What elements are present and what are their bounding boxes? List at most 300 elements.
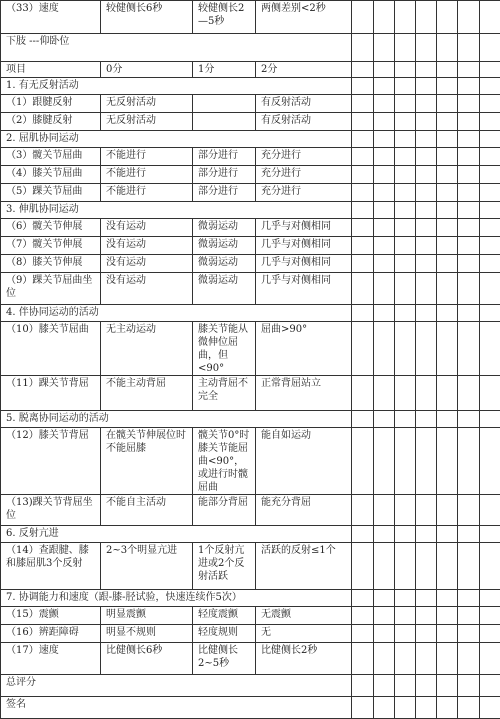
score-blank-cell[interactable]: [374, 305, 395, 322]
score-blank-cell[interactable]: [374, 255, 395, 273]
score-blank-cell[interactable]: [374, 376, 395, 411]
score-blank-cell[interactable]: [352, 148, 374, 166]
score-blank-cell[interactable]: [480, 202, 500, 219]
score-1-cell: 微弱运动: [193, 219, 256, 237]
score-blank-cell[interactable]: [480, 113, 500, 131]
score-2-cell: 活跃的反射≤1个: [256, 543, 352, 590]
score-blank-cell[interactable]: [416, 184, 437, 202]
score-blank-cell[interactable]: [458, 322, 480, 376]
score-0-cell: 不能进行: [101, 166, 193, 184]
score-blank-cell[interactable]: [416, 237, 437, 255]
score-2-cell: 比健侧长2秒: [256, 643, 352, 675]
score-blank-cell[interactable]: [437, 202, 458, 219]
score-blank-cell[interactable]: [416, 495, 437, 526]
score-blank-cell[interactable]: [395, 590, 416, 607]
score-blank-cell[interactable]: [352, 113, 374, 131]
score-blank-cell[interactable]: [480, 590, 500, 607]
group-title: 5. 脱离协同运动的活动: [1, 411, 352, 428]
score-blank-cell[interactable]: [374, 322, 395, 376]
score-2-cell: 充分进行: [256, 166, 352, 184]
score-blank-cell[interactable]: [458, 625, 480, 643]
item-cell: （11）踝关节背屈: [1, 376, 101, 411]
score-blank-cell[interactable]: [374, 166, 395, 184]
score-0-cell: 较健侧长6秒: [101, 1, 193, 34]
item-cell: （13)踝关节背屈坐位: [1, 495, 101, 526]
score-0-cell: 0分: [101, 62, 193, 78]
score-blank-cell[interactable]: [480, 526, 500, 543]
score-blank-cell[interactable]: [395, 131, 416, 148]
item-cell: （9）踝关节屈曲坐位: [1, 273, 101, 305]
score-blank-cell[interactable]: [458, 543, 480, 590]
score-blank-cell[interactable]: [480, 607, 500, 625]
score-blank-cell[interactable]: [416, 166, 437, 184]
score-blank-cell[interactable]: [352, 305, 374, 322]
score-blank-cell[interactable]: [395, 148, 416, 166]
table-row: [1, 95, 500, 113]
score-blank-cell[interactable]: [416, 219, 437, 237]
score-blank-cell[interactable]: [374, 113, 395, 131]
score-blank-cell[interactable]: [416, 255, 437, 273]
score-blank-cell[interactable]: [416, 78, 437, 95]
score-blank-cell[interactable]: [480, 322, 500, 376]
score-blank-cell[interactable]: [352, 607, 374, 625]
score-blank-cell[interactable]: [437, 34, 458, 62]
group-title-row: [1, 202, 500, 219]
score-blank-cell[interactable]: [480, 643, 500, 675]
score-blank-cell[interactable]: [480, 376, 500, 411]
score-blank-cell[interactable]: [352, 78, 374, 95]
score-blank-cell[interactable]: [437, 643, 458, 675]
score-1-cell: 膝关节能从微伸位屈曲，但<90°: [193, 322, 256, 376]
score-blank-cell[interactable]: [416, 625, 437, 643]
score-blank-cell[interactable]: [437, 166, 458, 184]
score-2-cell: 几乎与对侧相同: [256, 273, 352, 305]
score-blank-cell[interactable]: [458, 376, 480, 411]
score-blank-cell[interactable]: [416, 675, 437, 697]
item-cell: （1）跟腱反射: [1, 95, 101, 113]
score-2-cell: 无: [256, 625, 352, 643]
score-blank-cell[interactable]: [395, 643, 416, 675]
score-blank-cell[interactable]: [480, 62, 500, 78]
score-blank-cell[interactable]: [416, 643, 437, 675]
score-blank-cell[interactable]: [480, 495, 500, 526]
score-0-cell: 不能自主活动: [101, 495, 193, 526]
score-blank-cell[interactable]: [352, 543, 374, 590]
score-blank-cell[interactable]: [437, 607, 458, 625]
score-blank-cell[interactable]: [374, 34, 395, 62]
group-title: 1. 有无反射活动: [1, 78, 352, 95]
score-2-cell: 两侧差别<2秒: [256, 1, 352, 34]
score-blank-cell[interactable]: [416, 322, 437, 376]
score-blank-cell[interactable]: [458, 697, 480, 719]
section-title-row: [1, 34, 500, 62]
score-blank-cell[interactable]: [374, 543, 395, 590]
item-cell: （17）速度: [1, 643, 101, 675]
score-blank-cell[interactable]: [458, 590, 480, 607]
score-blank-cell[interactable]: [416, 376, 437, 411]
score-blank-cell[interactable]: [480, 273, 500, 305]
score-1-cell: 髋关节0°时膝关节能屈曲<90°，或进行时髋屈曲: [193, 428, 256, 495]
score-blank-cell[interactable]: [458, 675, 480, 697]
score-blank-cell[interactable]: [395, 202, 416, 219]
score-blank-cell[interactable]: [352, 675, 374, 697]
score-blank-cell[interactable]: [480, 237, 500, 255]
score-blank-cell[interactable]: [352, 131, 374, 148]
score-blank-cell[interactable]: [374, 643, 395, 675]
score-blank-cell[interactable]: [352, 95, 374, 113]
score-0-cell: 无主动运动: [101, 322, 193, 376]
group-title-row: [1, 78, 500, 95]
score-0-cell: 没有运动: [101, 255, 193, 273]
score-blank-cell[interactable]: [374, 495, 395, 526]
score-blank-cell[interactable]: [458, 78, 480, 95]
score-blank-cell[interactable]: [480, 34, 500, 62]
score-blank-cell[interactable]: [416, 1, 437, 34]
score-blank-cell[interactable]: [395, 255, 416, 273]
table-row: [1, 625, 500, 643]
item-cell: （3）髋关节屈曲: [1, 148, 101, 166]
score-blank-cell[interactable]: [437, 1, 458, 34]
score-blank-cell[interactable]: [395, 305, 416, 322]
score-0-cell: 没有运动: [101, 273, 193, 305]
score-blank-cell[interactable]: [395, 219, 416, 237]
score-blank-cell[interactable]: [395, 113, 416, 131]
score-blank-cell[interactable]: [395, 607, 416, 625]
group-title-row: [1, 131, 500, 148]
score-blank-cell[interactable]: [395, 95, 416, 113]
score-blank-cell[interactable]: [395, 34, 416, 62]
score-1-cell: 部分进行: [193, 148, 256, 166]
score-blank-cell[interactable]: [374, 219, 395, 237]
score-blank-cell[interactable]: [437, 237, 458, 255]
table-row: [1, 273, 500, 305]
score-blank-cell[interactable]: [416, 305, 437, 322]
score-blank-cell[interactable]: [437, 495, 458, 526]
score-blank-cell[interactable]: [374, 625, 395, 643]
score-blank-cell[interactable]: [458, 305, 480, 322]
score-blank-cell[interactable]: [416, 273, 437, 305]
score-blank-cell[interactable]: [458, 428, 480, 495]
score-blank-cell[interactable]: [395, 675, 416, 697]
item-cell: （33）速度: [1, 1, 101, 34]
score-blank-cell[interactable]: [352, 34, 374, 62]
score-2-cell: 能充分背屈: [256, 495, 352, 526]
score-blank-cell[interactable]: [458, 131, 480, 148]
item-cell: （10）膝关节屈曲: [1, 322, 101, 376]
score-blank-cell[interactable]: [437, 526, 458, 543]
score-blank-cell[interactable]: [437, 428, 458, 495]
score-blank-cell[interactable]: [374, 675, 395, 697]
score-blank-cell[interactable]: [352, 273, 374, 305]
score-blank-cell[interactable]: [480, 411, 500, 428]
score-blank-cell[interactable]: [395, 526, 416, 543]
table-row: [1, 376, 500, 411]
score-1-cell: 部分进行: [193, 184, 256, 202]
table-row: [1, 607, 500, 625]
item-cell: （15）震颤: [1, 607, 101, 625]
score-1-cell: [193, 95, 256, 113]
score-blank-cell[interactable]: [458, 95, 480, 113]
score-blank-cell[interactable]: [458, 113, 480, 131]
table-row: [1, 255, 500, 273]
total-score-label: 总评分: [1, 675, 352, 697]
score-blank-cell[interactable]: [395, 273, 416, 305]
score-blank-cell[interactable]: [458, 184, 480, 202]
score-blank-cell[interactable]: [374, 590, 395, 607]
score-blank-cell[interactable]: [395, 428, 416, 495]
score-blank-cell[interactable]: [395, 237, 416, 255]
score-0-cell: 没有运动: [101, 237, 193, 255]
score-blank-cell[interactable]: [437, 305, 458, 322]
score-blank-cell[interactable]: [416, 411, 437, 428]
group-title: 4. 伴协同运动的活动: [1, 305, 352, 322]
score-blank-cell[interactable]: [395, 166, 416, 184]
score-blank-cell[interactable]: [352, 625, 374, 643]
score-blank-cell[interactable]: [458, 273, 480, 305]
score-blank-cell[interactable]: [416, 590, 437, 607]
item-cell: （12）膝关节背屈: [1, 428, 101, 495]
score-0-cell: 没有运动: [101, 219, 193, 237]
score-1-cell: 部分进行: [193, 166, 256, 184]
group-title-row: [1, 411, 500, 428]
score-blank-cell[interactable]: [458, 62, 480, 78]
score-blank-cell[interactable]: [374, 526, 395, 543]
score-blank-cell[interactable]: [352, 202, 374, 219]
score-blank-cell[interactable]: [416, 428, 437, 495]
item-cell: （8）膝关节伸展: [1, 255, 101, 273]
header-row: [1, 62, 500, 78]
group-title: 3. 伸肌协同运动: [1, 202, 352, 219]
total-score-row: [1, 675, 500, 697]
table-row: [1, 113, 500, 131]
score-blank-cell[interactable]: [374, 697, 395, 719]
score-2-cell: 屈曲>90°: [256, 322, 352, 376]
score-blank-cell[interactable]: [437, 255, 458, 273]
table-row: [1, 322, 500, 376]
score-blank-cell[interactable]: [480, 184, 500, 202]
score-0-cell: 明显不规则: [101, 625, 193, 643]
score-blank-cell[interactable]: [416, 697, 437, 719]
score-1-cell: 轻度震颤: [193, 607, 256, 625]
group-title: 2. 屈肌协同运动: [1, 131, 352, 148]
score-blank-cell[interactable]: [374, 428, 395, 495]
score-blank-cell[interactable]: [374, 95, 395, 113]
score-blank-cell[interactable]: [416, 148, 437, 166]
score-blank-cell[interactable]: [480, 1, 500, 34]
score-blank-cell[interactable]: [352, 376, 374, 411]
score-blank-cell[interactable]: [395, 62, 416, 78]
item-cell: （16）辨距障碍: [1, 625, 101, 643]
score-blank-cell[interactable]: [374, 78, 395, 95]
score-blank-cell[interactable]: [480, 78, 500, 95]
table-row: [1, 148, 500, 166]
score-blank-cell[interactable]: [437, 148, 458, 166]
score-2-cell: 能自如运动: [256, 428, 352, 495]
score-blank-cell[interactable]: [374, 202, 395, 219]
score-blank-cell[interactable]: [458, 237, 480, 255]
group-title: 6. 反射亢进: [1, 526, 352, 543]
score-blank-cell[interactable]: [416, 113, 437, 131]
score-blank-cell[interactable]: [416, 131, 437, 148]
score-blank-cell[interactable]: [437, 273, 458, 305]
score-blank-cell[interactable]: [395, 1, 416, 34]
score-blank-cell[interactable]: [416, 34, 437, 62]
score-blank-cell[interactable]: [374, 411, 395, 428]
score-blank-cell[interactable]: [416, 526, 437, 543]
score-blank-cell[interactable]: [395, 376, 416, 411]
score-0-cell: 在髋关节伸展位时不能屈膝: [101, 428, 193, 495]
score-blank-cell[interactable]: [374, 62, 395, 78]
score-blank-cell[interactable]: [352, 411, 374, 428]
score-blank-cell[interactable]: [437, 322, 458, 376]
score-blank-cell[interactable]: [352, 590, 374, 607]
score-blank-cell[interactable]: [395, 184, 416, 202]
score-blank-cell[interactable]: [458, 34, 480, 62]
score-blank-cell[interactable]: [458, 643, 480, 675]
score-blank-cell[interactable]: [352, 237, 374, 255]
score-blank-cell[interactable]: [437, 95, 458, 113]
score-blank-cell[interactable]: [437, 376, 458, 411]
score-blank-cell[interactable]: [352, 526, 374, 543]
score-blank-cell[interactable]: [416, 543, 437, 590]
score-2-cell: 充分进行: [256, 148, 352, 166]
score-blank-cell[interactable]: [352, 184, 374, 202]
score-blank-cell[interactable]: [437, 219, 458, 237]
score-blank-cell[interactable]: [395, 495, 416, 526]
score-blank-cell[interactable]: [352, 322, 374, 376]
score-0-cell: 不能进行: [101, 184, 193, 202]
score-blank-cell[interactable]: [352, 62, 374, 78]
score-blank-cell[interactable]: [458, 607, 480, 625]
score-blank-cell[interactable]: [437, 62, 458, 78]
score-blank-cell[interactable]: [480, 166, 500, 184]
score-blank-cell[interactable]: [458, 526, 480, 543]
score-blank-cell[interactable]: [480, 255, 500, 273]
score-blank-cell[interactable]: [480, 131, 500, 148]
score-0-cell: 不能进行: [101, 148, 193, 166]
score-blank-cell[interactable]: [480, 697, 500, 719]
score-blank-cell[interactable]: [416, 95, 437, 113]
score-blank-cell[interactable]: [352, 166, 374, 184]
score-blank-cell[interactable]: [374, 184, 395, 202]
score-2-cell: 有反射活动: [256, 113, 352, 131]
score-2-cell: 正常背屈站立: [256, 376, 352, 411]
score-0-cell: 不能主动背屈: [101, 376, 193, 411]
score-0-cell: 无反射活动: [101, 95, 193, 113]
score-blank-cell[interactable]: [480, 305, 500, 322]
score-blank-cell[interactable]: [374, 1, 395, 34]
score-blank-cell[interactable]: [437, 697, 458, 719]
item-cell: （5）踝关节屈曲: [1, 184, 101, 202]
item-cell: （14）查跟腱、膝和膝屈肌3个反射: [1, 543, 101, 590]
table-row: [1, 237, 500, 255]
table-row: [1, 184, 500, 202]
score-2-cell: 几乎与对侧相同: [256, 255, 352, 273]
score-blank-cell[interactable]: [480, 543, 500, 590]
score-blank-cell[interactable]: [352, 1, 374, 34]
score-1-cell: 微弱运动: [193, 237, 256, 255]
score-blank-cell[interactable]: [480, 675, 500, 697]
score-blank-cell[interactable]: [458, 255, 480, 273]
score-blank-cell[interactable]: [374, 131, 395, 148]
score-blank-cell[interactable]: [352, 495, 374, 526]
item-cell: （7）髋关节伸展: [1, 237, 101, 255]
item-cell: （6）髋关节伸展: [1, 219, 101, 237]
score-blank-cell[interactable]: [395, 697, 416, 719]
score-blank-cell[interactable]: [480, 148, 500, 166]
score-blank-cell[interactable]: [352, 697, 374, 719]
score-blank-cell[interactable]: [395, 78, 416, 95]
score-1-cell: 能部分背屈: [193, 495, 256, 526]
score-blank-cell[interactable]: [437, 411, 458, 428]
score-blank-cell[interactable]: [458, 411, 480, 428]
score-blank-cell[interactable]: [458, 166, 480, 184]
score-blank-cell[interactable]: [480, 219, 500, 237]
score-blank-cell[interactable]: [437, 78, 458, 95]
score-blank-cell[interactable]: [480, 95, 500, 113]
score-1-cell: 较健侧长2—5秒: [193, 1, 256, 34]
score-blank-cell[interactable]: [395, 322, 416, 376]
score-blank-cell[interactable]: [458, 148, 480, 166]
score-blank-cell[interactable]: [352, 643, 374, 675]
score-blank-cell[interactable]: [480, 428, 500, 495]
score-blank-cell[interactable]: [374, 273, 395, 305]
score-blank-cell[interactable]: [458, 495, 480, 526]
score-blank-cell[interactable]: [458, 202, 480, 219]
item-cell: （2）膝腱反射: [1, 113, 101, 131]
score-0-cell: 比健侧长6秒: [101, 643, 193, 675]
score-blank-cell[interactable]: [437, 184, 458, 202]
group-title-row: [1, 590, 500, 607]
table-row: [1, 219, 500, 237]
score-blank-cell[interactable]: [480, 625, 500, 643]
score-blank-cell[interactable]: [437, 113, 458, 131]
score-2-cell: 无震颤: [256, 607, 352, 625]
score-1-cell: 比健侧长2~5秒: [193, 643, 256, 675]
score-0-cell: 明显震颤: [101, 607, 193, 625]
score-2-cell: 充分进行: [256, 184, 352, 202]
score-blank-cell[interactable]: [395, 411, 416, 428]
table-row: [1, 166, 500, 184]
signature-label: 签名: [1, 697, 352, 719]
score-blank-cell[interactable]: [374, 148, 395, 166]
group-title: 7. 协调能力和速度（跟-膝-胫试验，快速连续作5次）: [1, 590, 352, 607]
score-1-cell: 1个反射亢进或2个反射活跃: [193, 543, 256, 590]
table-row: [1, 643, 500, 675]
score-blank-cell[interactable]: [437, 543, 458, 590]
score-blank-cell[interactable]: [374, 607, 395, 625]
score-blank-cell[interactable]: [416, 607, 437, 625]
score-blank-cell[interactable]: [437, 131, 458, 148]
score-blank-cell[interactable]: [395, 543, 416, 590]
score-blank-cell[interactable]: [437, 625, 458, 643]
score-blank-cell[interactable]: [352, 428, 374, 495]
score-blank-cell[interactable]: [374, 237, 395, 255]
score-blank-cell[interactable]: [437, 590, 458, 607]
score-1-cell: 微弱运动: [193, 273, 256, 305]
score-blank-cell[interactable]: [352, 255, 374, 273]
score-blank-cell[interactable]: [437, 675, 458, 697]
score-blank-cell[interactable]: [352, 219, 374, 237]
score-blank-cell[interactable]: [416, 202, 437, 219]
table-row: [1, 495, 500, 526]
score-blank-cell[interactable]: [416, 62, 437, 78]
score-blank-cell[interactable]: [395, 625, 416, 643]
score-blank-cell[interactable]: [458, 1, 480, 34]
group-title-row: [1, 526, 500, 543]
score-blank-cell[interactable]: [458, 219, 480, 237]
score-1-cell: 微弱运动: [193, 255, 256, 273]
